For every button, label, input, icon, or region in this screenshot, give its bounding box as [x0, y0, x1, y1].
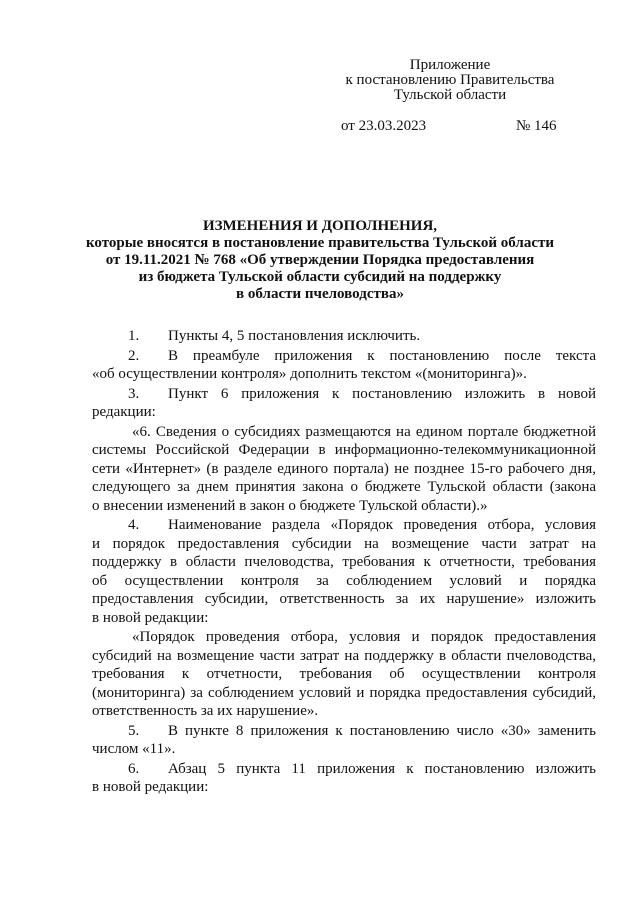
item-text: предоставления субсидии, ответственность за их нарушение» изложить — [92, 591, 596, 607]
title-line-2: которые вносятся в постановление правительства Тульской области — [85, 235, 555, 251]
appendix-line-3: Тульской области — [393, 87, 507, 103]
quote-2 — [92, 628, 596, 721]
appendix-header — [330, 58, 570, 103]
item-text: Пункты 4, 5 постановления исключить. — [168, 328, 421, 344]
item-1 — [92, 327, 596, 346]
item-number: 5. — [128, 722, 140, 739]
document-body — [92, 327, 596, 798]
item-6 — [92, 760, 596, 797]
item-text: в новой редакции: — [92, 609, 209, 626]
quote-text: о внесении изменений в закон о бюджете Тульской области).» — [92, 497, 488, 514]
item-text: В пункте 8 приложения к постановлению число «30» заменить — [168, 722, 596, 739]
item-text: Наименование раздела «Порядок проведения отбора, условия — [168, 517, 596, 533]
quote-text: системы Российской Федерации в информационно-телекоммуникационной — [92, 442, 596, 458]
item-text: редакции: — [92, 404, 156, 420]
quote-text: (мониторинга) за соблюдением условий и порядка предоставления субсидий, — [92, 684, 596, 701]
title-line-3: от 19.11.2021 № 768 «Об утверждении Порядка предоставления — [105, 252, 535, 268]
title-line-1: ИЗМЕНЕНИЯ И ДОПОЛНЕНИЯ, — [202, 218, 438, 234]
item-number: 3. — [128, 385, 140, 402]
quote-text: субсидий на возмещение части затрат на поддержку в области пчеловодства, — [92, 647, 596, 664]
quote-text: сети «Интернет» (в разделе единого портала) не позднее 15-го рабочего дня, — [92, 460, 596, 477]
item-number: 2. — [128, 347, 140, 364]
item-number: 1. — [128, 328, 140, 344]
quote-text: следующего за днем принятия закона о бюджете Тульской области (закона — [92, 479, 596, 495]
item-text: в новой редакции: — [92, 779, 209, 795]
item-4 — [92, 516, 596, 627]
item-5 — [92, 722, 596, 759]
item-text: об осуществлении контроля за соблюдением условий и порядка — [92, 572, 596, 589]
title-line-5: в области пчеловодства» — [236, 286, 404, 302]
item-number: 4. — [128, 517, 140, 533]
appendix-line-2: к постановлению Правительства — [345, 72, 555, 88]
document-title — [80, 218, 560, 303]
quote-1 — [92, 423, 596, 516]
appendix-line-1: Приложение — [409, 57, 491, 73]
item-text: «об осуществлении контроля» дополнить текстом «(мониторинга)». — [92, 366, 527, 382]
quote-text: требования к отчетности, требования об осуществлении контроля — [92, 666, 596, 682]
document-date: от 23.03.2023 — [341, 118, 427, 134]
item-text: Пункт 6 приложения к постановлению изложить в новой — [168, 385, 596, 402]
item-number: 6. — [128, 760, 140, 777]
quote-text: ответственность за их нарушение». — [92, 703, 319, 719]
item-text: поддержку в области пчеловодства, требования к отчетности, требования — [92, 554, 596, 570]
quote-text: «Порядок проведения отбора, условия и порядок предоставления — [132, 629, 596, 645]
item-3 — [92, 385, 596, 422]
item-text: числом «11». — [92, 741, 176, 757]
item-text: и порядок предоставления субсидии на возмещение части затрат на — [92, 535, 596, 552]
document-number: № 146 — [516, 118, 557, 134]
item-text: В преамбуле приложения к постановлению после текста — [168, 347, 596, 364]
item-text: Абзац 5 пункта 11 приложения к постановлению изложить — [168, 760, 596, 777]
title-line-4: из бюджета Тульской области субсидий на поддержку — [138, 269, 502, 285]
item-2 — [92, 347, 596, 384]
quote-text: «6. Сведения о субсидиях размещаются на едином портале бюджетной — [132, 423, 596, 440]
